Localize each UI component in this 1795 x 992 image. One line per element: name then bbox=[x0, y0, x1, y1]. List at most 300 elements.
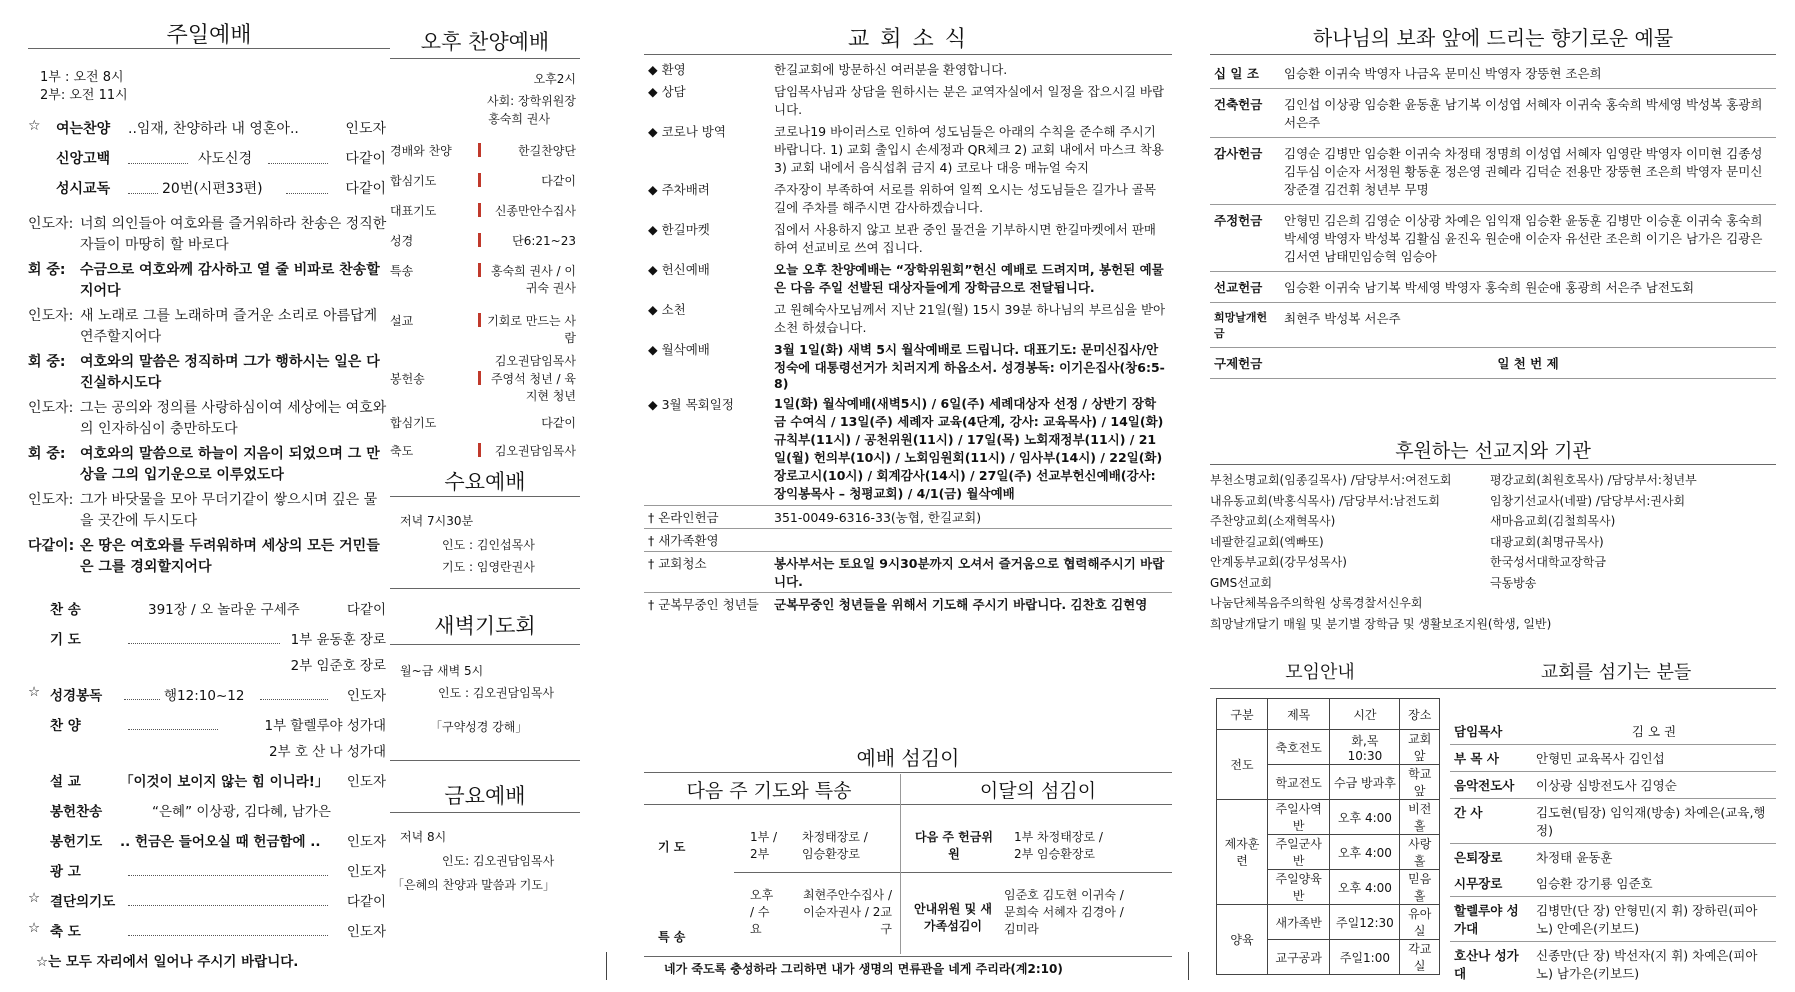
meeting-name: 축호전도 bbox=[1267, 730, 1329, 765]
news-text bbox=[770, 529, 1172, 552]
title-rule bbox=[644, 772, 1172, 773]
mission-item: 한국성서대학교장학금 bbox=[1490, 555, 1606, 569]
meeting-place: 비전홀 bbox=[1400, 800, 1440, 835]
verse-rule bbox=[644, 956, 1172, 957]
news-text: 집에서 사용하지 않고 보관 중인 물건을 기부하시면 한길마켓에서 판매하여 선교비로 쓰여 집니다. bbox=[774, 222, 1156, 255]
reading-speaker: 인도자: bbox=[28, 216, 74, 232]
afternoon-time: 오후2시 bbox=[533, 72, 576, 86]
wednesday-title: 수요예배 bbox=[444, 470, 526, 494]
meeting-time: 화,목 10:30 bbox=[1330, 730, 1400, 765]
next-week-title: 다음 주 기도와 특송 bbox=[686, 780, 852, 802]
meeting-name: 주일사역반 bbox=[1267, 800, 1329, 835]
staff-name: 김병만(단 장) 안형민(지 휘) 장하린(피아노) 안예은(키보드) bbox=[1536, 903, 1758, 936]
mission-row bbox=[1210, 573, 1776, 594]
meeting-group: 제자훈련 bbox=[1217, 800, 1268, 905]
news-row bbox=[644, 593, 1172, 616]
afternoon-label: 축도 bbox=[390, 444, 414, 458]
meeting-head: 시간 bbox=[1330, 699, 1400, 730]
mission-row bbox=[1210, 593, 1776, 614]
staff-table bbox=[1450, 718, 1776, 986]
meeting-head-row bbox=[1217, 699, 1440, 730]
news-label: ◆ 한길마켓 bbox=[648, 222, 710, 237]
afternoon-row bbox=[390, 442, 580, 462]
grid-rule bbox=[734, 872, 1172, 873]
meeting-head: 구분 bbox=[1217, 699, 1268, 730]
afternoon-label: 대표기도 bbox=[390, 204, 437, 218]
order-item bbox=[28, 920, 390, 940]
offering-names: 임승환 이귀숙 남기복 박세영 박영자 홍숙희 원순애 홍광희 서은주 남전도회 bbox=[1280, 272, 1776, 303]
news-text: 주자장이 부족하여 서로를 위하여 일찍 오시는 성도님들은 길가나 골목길에 주차를 해주시면 감사하겠습니다. bbox=[774, 182, 1156, 215]
divider-bar bbox=[478, 371, 481, 385]
news-row bbox=[644, 552, 1172, 593]
mission-item: 네팔한길교회(엑빠또) bbox=[1210, 534, 1324, 549]
meeting-name: 주일군사반 bbox=[1267, 835, 1329, 870]
section-rule bbox=[390, 760, 580, 761]
meeting-name: 학교전도 bbox=[1267, 765, 1329, 800]
news-label: ◆ 헌신예배 bbox=[648, 262, 710, 277]
friday-title: 금요예배 bbox=[444, 784, 526, 808]
month-title: 이달의 섬김이 bbox=[979, 780, 1097, 802]
title-rule bbox=[390, 58, 580, 59]
responsive-reading bbox=[28, 214, 390, 578]
special-names: 최현주안수집사 / 이순자권사 / 2교구 bbox=[802, 888, 892, 936]
order-content: 391장 / 오 놀라운 구세주 bbox=[148, 602, 300, 618]
offering-label: 다음 주 헌금위원 bbox=[915, 830, 993, 861]
meeting-place: 각교실 bbox=[1400, 940, 1440, 975]
news-text: 3월 1일(화) 새벽 5시 월삭예배로 드립니다. 대표기도: 문미신집사/안정숙에 대통령선거가 치러지게 하옵소서. 성경봉독: 이기은집사(창6:5-8) bbox=[774, 342, 1165, 391]
offering-row bbox=[1210, 138, 1776, 205]
order-leader: 다같이 bbox=[346, 894, 386, 910]
reading-speaker: 인도자: bbox=[28, 492, 74, 508]
afternoon-value: 김오권담임목사 bbox=[494, 444, 576, 458]
divider-bar bbox=[478, 173, 481, 187]
afternoon-label: 설교 bbox=[390, 314, 414, 328]
grid-vline bbox=[900, 774, 901, 954]
title-rule bbox=[644, 54, 1172, 55]
staff-role: 할렐루야 성가대 bbox=[1454, 903, 1519, 936]
order-leader: 다같이 bbox=[345, 181, 386, 197]
news-row bbox=[644, 80, 1172, 120]
mission-item: 새마음교회(김철희목사) bbox=[1490, 514, 1616, 528]
reading-line bbox=[28, 490, 390, 532]
offering-row bbox=[1210, 58, 1776, 89]
offering-row bbox=[1210, 348, 1776, 379]
order-label: 설 교 bbox=[50, 774, 81, 790]
order-label: 기 도 bbox=[50, 632, 81, 648]
mission-row bbox=[1210, 511, 1776, 532]
verse: 네가 죽도록 충성하라 그리하면 내가 생명의 면류관을 네게 주리라(계2:10) bbox=[664, 962, 1063, 976]
staff-row bbox=[1450, 870, 1776, 897]
afternoon-value: 신종만안수집사 bbox=[494, 204, 576, 218]
meeting-time: 오후 4:00 bbox=[1330, 870, 1400, 905]
reading-text: 그가 바닷물을 모아 무더기같이 쌓으시며 깊은 물을 곳간에 두시도다 bbox=[80, 492, 378, 529]
offering-names: 안형민 김은희 김영순 이상광 차예은 임익재 임승환 윤동훈 김병만 이승훈 이귀숙 홍숙희 박세영 박영자 박성복 김활심 윤진옥 원순애 이순자 유선란 조은희 이기은 남가은 김광은 김서연 남태민임승혁 임승아 bbox=[1280, 205, 1776, 272]
news-row bbox=[644, 529, 1172, 552]
meeting-row bbox=[1217, 730, 1440, 765]
page-divider bbox=[606, 952, 607, 980]
order-leader: 다같이 bbox=[345, 151, 386, 167]
meeting-time: 주일1:00 bbox=[1330, 940, 1400, 975]
mission-item: 평강교회(최원호목사) /담당부서:청년부 bbox=[1490, 473, 1697, 487]
mission-item: 주찬양교회(소재혁목사) bbox=[1210, 514, 1336, 528]
star-icon: ☆ bbox=[28, 118, 41, 134]
meeting-title: 모임안내 bbox=[1285, 662, 1355, 683]
meeting-place: 유아실 bbox=[1400, 905, 1440, 940]
standing-note: ☆는 모두 자리에서 일어나 주시기 바랍니다. bbox=[36, 954, 299, 970]
staff-row bbox=[1450, 745, 1776, 772]
time-1: 1부 : 오전 8시 bbox=[40, 70, 124, 85]
order-label: 봉헌기도 bbox=[50, 834, 103, 850]
order-item bbox=[28, 890, 390, 910]
afternoon-row bbox=[390, 312, 580, 348]
meeting-table bbox=[1216, 698, 1440, 975]
meeting-name: 교구공과 bbox=[1267, 940, 1329, 975]
afternoon-row bbox=[390, 370, 580, 406]
meeting-time: 수금 방과후 bbox=[1330, 765, 1400, 800]
mission-title: 후원하는 선교지와 기관 bbox=[1395, 440, 1591, 462]
staff-row bbox=[1450, 772, 1776, 799]
friday-time: 저녁 8시 bbox=[400, 830, 447, 844]
church-news-section bbox=[644, 18, 1172, 976]
order-content: “은혜” 이상광, 김다혜, 남가은 bbox=[152, 804, 331, 820]
dawn-book: 「구약성경 강해」 bbox=[430, 720, 528, 734]
meeting-time: 주일12:30 bbox=[1330, 905, 1400, 940]
reading-speaker: 회 중: bbox=[28, 354, 66, 370]
mission-row bbox=[1210, 491, 1776, 512]
offering-title: 하나님의 보좌 앞에 드리는 향기로운 예물 bbox=[1312, 26, 1674, 50]
mission-item: 부천소명교회(임종길목사) /담당부서:여전도회 bbox=[1210, 473, 1452, 487]
dot-leader bbox=[260, 698, 328, 700]
afternoon-host: 사회: 장학위원장 bbox=[486, 94, 576, 108]
news-label: ◆ 주차배려 bbox=[648, 182, 710, 197]
wednesday-time: 저녁 7시30분 bbox=[400, 514, 474, 528]
staff-name: 이상광 심방전도사 김영순 bbox=[1536, 778, 1677, 793]
staff-row bbox=[1450, 942, 1776, 987]
mission-row bbox=[1210, 470, 1776, 491]
title-rule bbox=[1210, 688, 1776, 689]
order-content: 2부 호 산 나 성가대 bbox=[268, 744, 386, 760]
dot-leader bbox=[124, 698, 160, 700]
news-text: 한길교회에 방문하신 여러분을 환영합니다. bbox=[774, 62, 1008, 77]
news-label: † 군복무중인 청년들 bbox=[648, 597, 759, 612]
reading-speaker: 인도자: bbox=[28, 400, 74, 416]
staff-role: 담임목사 bbox=[1454, 724, 1503, 739]
reading-text: 여호와의 말씀으로 하늘이 지음이 되었으며 그 만상을 그의 입기운으로 이루었도다 bbox=[80, 446, 380, 483]
offering-label: 감사헌금 bbox=[1210, 138, 1280, 205]
news-row bbox=[644, 298, 1172, 338]
afternoon-label: 성경 bbox=[390, 234, 414, 248]
mission-item: 극동방송 bbox=[1490, 575, 1537, 590]
title-rule bbox=[644, 804, 1172, 805]
order-content: 20번(시편33편) bbox=[162, 181, 263, 197]
reading-text: 너희 의인들아 여호와를 즐거워하라 찬송은 정직한 자들이 마땅히 할 바로다 bbox=[80, 216, 387, 253]
dot-leader bbox=[128, 162, 188, 164]
afternoon-value: 다같이 bbox=[541, 416, 576, 430]
afternoon-value: 단6:21~23 bbox=[512, 234, 576, 248]
order-content: .. 헌금은 들어오실 때 헌금함에 .. bbox=[120, 834, 321, 850]
order-label: 성시교독 bbox=[56, 181, 111, 197]
news-text: 봉사부서는 토요일 9시30분까지 오셔서 즐거움으로 협력해주시기 바랍니다. bbox=[774, 556, 1165, 589]
news-label: † 교회청소 bbox=[648, 556, 707, 571]
wednesday-prayer: 기도 : 임영란권사 bbox=[442, 560, 535, 574]
offering-names: 임승환 이귀숙 박영자 나금옥 문미신 박영자 장뚱현 조은희 bbox=[1280, 58, 1776, 89]
news-row bbox=[644, 393, 1172, 506]
news-text: 오늘 오후 찬양예배는 “장학위원회”헌신 예배로 드려지며, 봉헌된 예물은 다음 주일 선발된 대상자들에게 장학금으로 전달됩니다. bbox=[774, 262, 1164, 295]
staff-row bbox=[1450, 897, 1776, 942]
order-leader: 1부 윤동훈 장로 bbox=[290, 632, 386, 648]
staff-name: 김 오 권 bbox=[1631, 724, 1677, 739]
star-icon: ☆ bbox=[28, 684, 41, 700]
dot-leader bbox=[286, 192, 328, 194]
afternoon-value: 주영석 청년 / 육지현 청년 bbox=[490, 372, 576, 403]
star-icon: ☆ bbox=[28, 890, 41, 906]
order-label: 신앙고백 bbox=[56, 151, 111, 167]
order-item bbox=[28, 118, 390, 137]
mission-row bbox=[1210, 532, 1776, 553]
meeting-row bbox=[1217, 905, 1440, 940]
order-label: 축 도 bbox=[50, 924, 81, 940]
afternoon-title: 오후 찬양예배 bbox=[420, 30, 550, 54]
offering-names: 최현주 박성복 서은주 bbox=[1280, 303, 1776, 348]
offering-label: 십 일 조 bbox=[1210, 58, 1280, 89]
news-text: 1일(화) 월삭예배(새벽5시) / 6일(주) 세례대상자 선정 / 상반기 장학금 수여식 / 13일(주) 세례자 교육(4단계, 강사: 교육목사) / 14일(화) 규칙부(11시) / 공천위원(11시) / 17일(목) 노회재정부(11시) / 21일(월) 헌의부(10시) / 노회임원회(11시) / 임사부(14시) / 22일(화) 장로고시(10시) / 회계감사(14시) / 27일(주) 선교부헌신예배(강사: 장익봉목사 – 청평교회) / 4/1(금) 월삭예배 bbox=[774, 396, 1164, 501]
meeting-time: 오후 4:00 bbox=[1330, 800, 1400, 835]
meeting-name: 새가족반 bbox=[1267, 905, 1329, 940]
offering-row bbox=[1210, 303, 1776, 348]
wednesday-leader: 인도 : 김인섭목사 bbox=[442, 538, 535, 552]
reading-speaker: 다같이: bbox=[28, 538, 75, 554]
order-leader: 인도자 bbox=[346, 834, 386, 850]
offering-row bbox=[1210, 272, 1776, 303]
reading-text: 새 노래로 그를 노래하며 즐거운 소리로 아름답게 연주할지어다 bbox=[80, 308, 378, 345]
prayer-parts: 1부 / 2부 bbox=[750, 830, 778, 861]
staff-role: 은퇴장로 bbox=[1454, 850, 1503, 865]
mission-item: 나눔단체복음주의학원 상록경찰서신우회 bbox=[1210, 596, 1423, 610]
reading-line bbox=[28, 260, 390, 302]
meeting-place: 교회앞 bbox=[1400, 730, 1440, 765]
guide-names: 임준호 김도현 이귀숙 / 문희숙 서혜자 김경아 / 김미라 bbox=[1004, 888, 1124, 936]
order-label: 봉헌찬송 bbox=[50, 804, 103, 820]
afternoon-row bbox=[390, 142, 580, 162]
afternoon-row bbox=[390, 352, 580, 372]
title-rule bbox=[28, 48, 390, 49]
order-label: 광 고 bbox=[50, 864, 81, 880]
offering-names: 일 천 번 제 bbox=[1280, 348, 1776, 379]
offering-row bbox=[1210, 205, 1776, 272]
staff-role: 부 목 사 bbox=[1454, 751, 1499, 766]
order-leader: 인도자 bbox=[346, 864, 386, 880]
order-label: 성경봉독 bbox=[50, 688, 103, 704]
section-rule bbox=[390, 588, 580, 589]
reading-speaker: 인도자: bbox=[28, 308, 74, 324]
order-leader: 인도자 bbox=[346, 774, 386, 790]
order-item bbox=[28, 684, 390, 704]
title-rule bbox=[1210, 54, 1776, 55]
prayer-names: 차정태장로 / 임승환장로 bbox=[802, 830, 868, 861]
news-label: ◆ 3월 목회일정 bbox=[648, 397, 734, 412]
reading-line bbox=[28, 444, 390, 486]
page-divider bbox=[1188, 952, 1189, 980]
special-parts: 오후 / 수요 bbox=[750, 888, 774, 936]
news-text: 군복무중인 청년들을 위해서 기도해 주시기 바랍니다. 김찬호 김현영 bbox=[774, 597, 1148, 612]
dot-leader bbox=[128, 904, 328, 906]
title-rule bbox=[1210, 464, 1776, 465]
divider-bar bbox=[478, 203, 481, 217]
dot-leader bbox=[128, 934, 328, 936]
sunday-worship-section bbox=[28, 18, 390, 970]
afternoon-row bbox=[390, 414, 580, 434]
staff-row bbox=[1450, 844, 1776, 871]
afternoon-value: 한길찬양단 bbox=[518, 144, 576, 158]
staff-name: 임승환 강기룡 임준호 bbox=[1536, 876, 1653, 891]
afternoon-row bbox=[390, 232, 580, 252]
meeting-time: 오후 4:00 bbox=[1330, 835, 1400, 870]
offering-label: 구제헌금 bbox=[1210, 348, 1280, 379]
reading-text: 그는 공의와 정의를 사랑하심이여 세상에는 여호와의 인자하심이 충만하도다 bbox=[80, 400, 387, 437]
staff-title: 교회를 섬기는 분들 bbox=[1540, 662, 1692, 683]
title-rule bbox=[390, 812, 580, 813]
afternoon-row bbox=[390, 172, 580, 192]
dot-leader bbox=[128, 728, 218, 730]
dawn-leader: 인도 : 김오권담임목사 bbox=[438, 686, 555, 700]
offering-label: 건축헌금 bbox=[1210, 89, 1280, 138]
afternoon-label: 특송 bbox=[390, 264, 414, 278]
mission-item: 내유동교회(박홍식목사) /담당부서:남전도회 bbox=[1210, 493, 1440, 508]
afternoon-label: 봉헌송 bbox=[390, 372, 425, 386]
divider-bar bbox=[478, 143, 481, 157]
afternoon-value: 기회로 만드는 사람 bbox=[487, 314, 576, 345]
order-label: 찬 송 bbox=[50, 602, 81, 618]
reading-speaker: 회 중: bbox=[28, 446, 66, 462]
reading-text: 수금으로 여호와께 감사하고 열 줄 비파로 찬송할지어다 bbox=[80, 262, 380, 299]
reading-line bbox=[28, 398, 390, 440]
dot-leader bbox=[128, 874, 328, 876]
mission-item: 희망날개달기 매월 및 분기별 장학금 및 생활보조지원(학생, 일반) bbox=[1210, 616, 1552, 631]
title-rule bbox=[390, 644, 580, 645]
mission-list bbox=[1210, 470, 1776, 634]
order-label: 찬 양 bbox=[50, 718, 81, 734]
meeting-row bbox=[1217, 800, 1440, 835]
mission-item: GMS선교회 bbox=[1210, 575, 1273, 590]
staff-name: 차정태 윤동훈 bbox=[1536, 850, 1613, 865]
staff-name: 안형민 교육목사 김인섭 bbox=[1536, 751, 1665, 766]
news-text: 고 원혜숙사모님께서 지난 21일(월) 15시 39분 하나님의 부르심을 받아 소천 하셨습니다. bbox=[774, 302, 1166, 335]
staff-role: 음악전도사 bbox=[1454, 778, 1515, 793]
meeting-place: 믿음홀 bbox=[1400, 870, 1440, 905]
offering-names: 김인섭 이상광 임승환 윤동훈 남기복 이성엽 서혜자 이귀숙 홍숙희 박세영 박성복 홍광희 서은주 bbox=[1280, 89, 1776, 138]
news-row bbox=[644, 338, 1172, 393]
title-rule bbox=[390, 496, 580, 497]
order-leader: 다같이 bbox=[346, 602, 386, 618]
meeting-place: 학교앞 bbox=[1400, 765, 1440, 800]
staff-name: 신종만(단 장) 박선자(지 휘) 차예은(피아노) 남가은(키보드) bbox=[1536, 948, 1758, 981]
order-leader: 인도자 bbox=[346, 924, 386, 940]
reading-line bbox=[28, 306, 390, 348]
reading-text: 여호와의 말씀은 정직하며 그가 행하시는 일은 다 진실하시도다 bbox=[80, 354, 380, 391]
reading-speaker: 회 중: bbox=[28, 262, 66, 278]
order-leader: 인도자 bbox=[345, 121, 386, 137]
order-content: 1부 할렐루야 성가대 bbox=[264, 718, 386, 734]
staff-role: 호산나 성가대 bbox=[1454, 948, 1519, 981]
news-text: 351-0049-6316-33(농협, 한길교회) bbox=[774, 510, 982, 525]
dot-leader bbox=[128, 642, 280, 644]
meeting-head: 제목 bbox=[1267, 699, 1329, 730]
news-label: † 새가족환영 bbox=[648, 533, 719, 548]
friday-note: 「은혜의 찬양과 말씀과 기도」 bbox=[392, 878, 555, 892]
staff-role: 간 사 bbox=[1454, 805, 1483, 820]
mission-item: 임창기선교사(네팔) /담당부서:권사회 bbox=[1490, 493, 1686, 508]
offering-names: 김영순 김병만 임승환 이귀숙 차정태 정명희 이성엽 서혜자 임영란 박영자 이미현 김종성 김두심 이순자 서정원 황동훈 정은영 권혜라 김덕순 전용만 장뚱현 조은희 박영자 문미신 장준결 김건휘 청년부 무명 bbox=[1280, 138, 1776, 205]
star-icon: ☆ bbox=[28, 920, 41, 936]
friday-leader: 인도: 김오권담임목사 bbox=[442, 854, 555, 868]
offering-label: 선교헌금 bbox=[1210, 272, 1280, 303]
sunday-worship-title: 주일예배 bbox=[166, 23, 252, 48]
order-content: 사도신경 bbox=[198, 151, 253, 167]
news-text: 코로나19 바이러스로 인하여 성도님들은 아래의 수칙을 준수해 주시기 바랍니다. 1) 교회 출입시 손세정과 QR체크 2) 교회 내에서 마스크 착용 3) 교회 내에서 음식섭취 금지 4) 코로나 대응 매뉴얼 숙지 bbox=[774, 124, 1164, 175]
news-row bbox=[644, 218, 1172, 258]
dawn-time: 월~금 새벽 5시 bbox=[400, 664, 484, 678]
meeting-group: 전도 bbox=[1217, 730, 1268, 800]
staff-row bbox=[1450, 718, 1776, 745]
news-label: ◆ 코로나 방역 bbox=[648, 124, 726, 139]
news-label: ◆ 상담 bbox=[648, 84, 686, 99]
news-row bbox=[644, 506, 1172, 529]
divider-bar bbox=[478, 443, 481, 457]
afternoon-value: 다같이 bbox=[541, 174, 576, 188]
afternoon-row bbox=[390, 262, 580, 298]
dawn-title: 새벽기도회 bbox=[434, 614, 536, 638]
order-leader: 2부 임준호 장로 bbox=[290, 658, 386, 674]
mission-row bbox=[1210, 552, 1776, 573]
reading-line bbox=[28, 352, 390, 394]
dot-leader bbox=[268, 162, 328, 164]
other-services-section bbox=[390, 18, 580, 963]
meeting-name: 주일양육반 bbox=[1267, 870, 1329, 905]
divider-bar bbox=[478, 263, 481, 277]
offering-label: 주정헌금 bbox=[1210, 205, 1280, 272]
reading-line bbox=[28, 214, 390, 256]
news-table bbox=[644, 58, 1172, 615]
divider-bar bbox=[478, 313, 481, 327]
news-row bbox=[644, 178, 1172, 218]
news-row bbox=[644, 120, 1172, 178]
afternoon-value: 김오권담임목사 bbox=[494, 354, 576, 368]
offering-names: 1부 차정태장로 / 2부 임승환장로 bbox=[1014, 830, 1103, 861]
offering-label: 희망날개헌금 bbox=[1210, 303, 1280, 348]
news-row bbox=[644, 258, 1172, 298]
news-label: ◆ 환영 bbox=[648, 62, 686, 77]
reading-text: 온 땅은 여호와를 두려워하며 세상의 모든 거민들은 그를 경외할지어다 bbox=[80, 538, 380, 575]
mission-row bbox=[1210, 614, 1776, 635]
dot-leader bbox=[128, 192, 158, 194]
sermon-title: 「이것이 보이지 않는 힘 이니라!」 bbox=[120, 774, 329, 790]
news-text: 담임목사님과 상담을 원하시는 분은 교역자실에서 일정을 잡으시길 바랍니다. bbox=[774, 84, 1165, 117]
special-label: 특 송 bbox=[658, 930, 686, 944]
offering-section bbox=[1210, 18, 1776, 981]
serve-title: 예배 섬김이 bbox=[856, 746, 960, 770]
reading-line bbox=[28, 536, 390, 578]
offering-table bbox=[1210, 58, 1776, 379]
afternoon-label: 경배와 찬양 bbox=[390, 144, 452, 158]
staff-row bbox=[1450, 799, 1776, 844]
news-label: ◆ 월삭예배 bbox=[648, 342, 710, 357]
afternoon-label: 합심기도 bbox=[390, 416, 437, 430]
news-label: ◆ 소천 bbox=[648, 302, 686, 317]
news-label: † 온라인헌금 bbox=[648, 510, 719, 525]
news-title: 교 회 소 식 bbox=[848, 27, 968, 52]
mission-item: 안계동부교회(강무성목사) bbox=[1210, 555, 1347, 569]
meeting-group: 양육 bbox=[1217, 905, 1268, 975]
